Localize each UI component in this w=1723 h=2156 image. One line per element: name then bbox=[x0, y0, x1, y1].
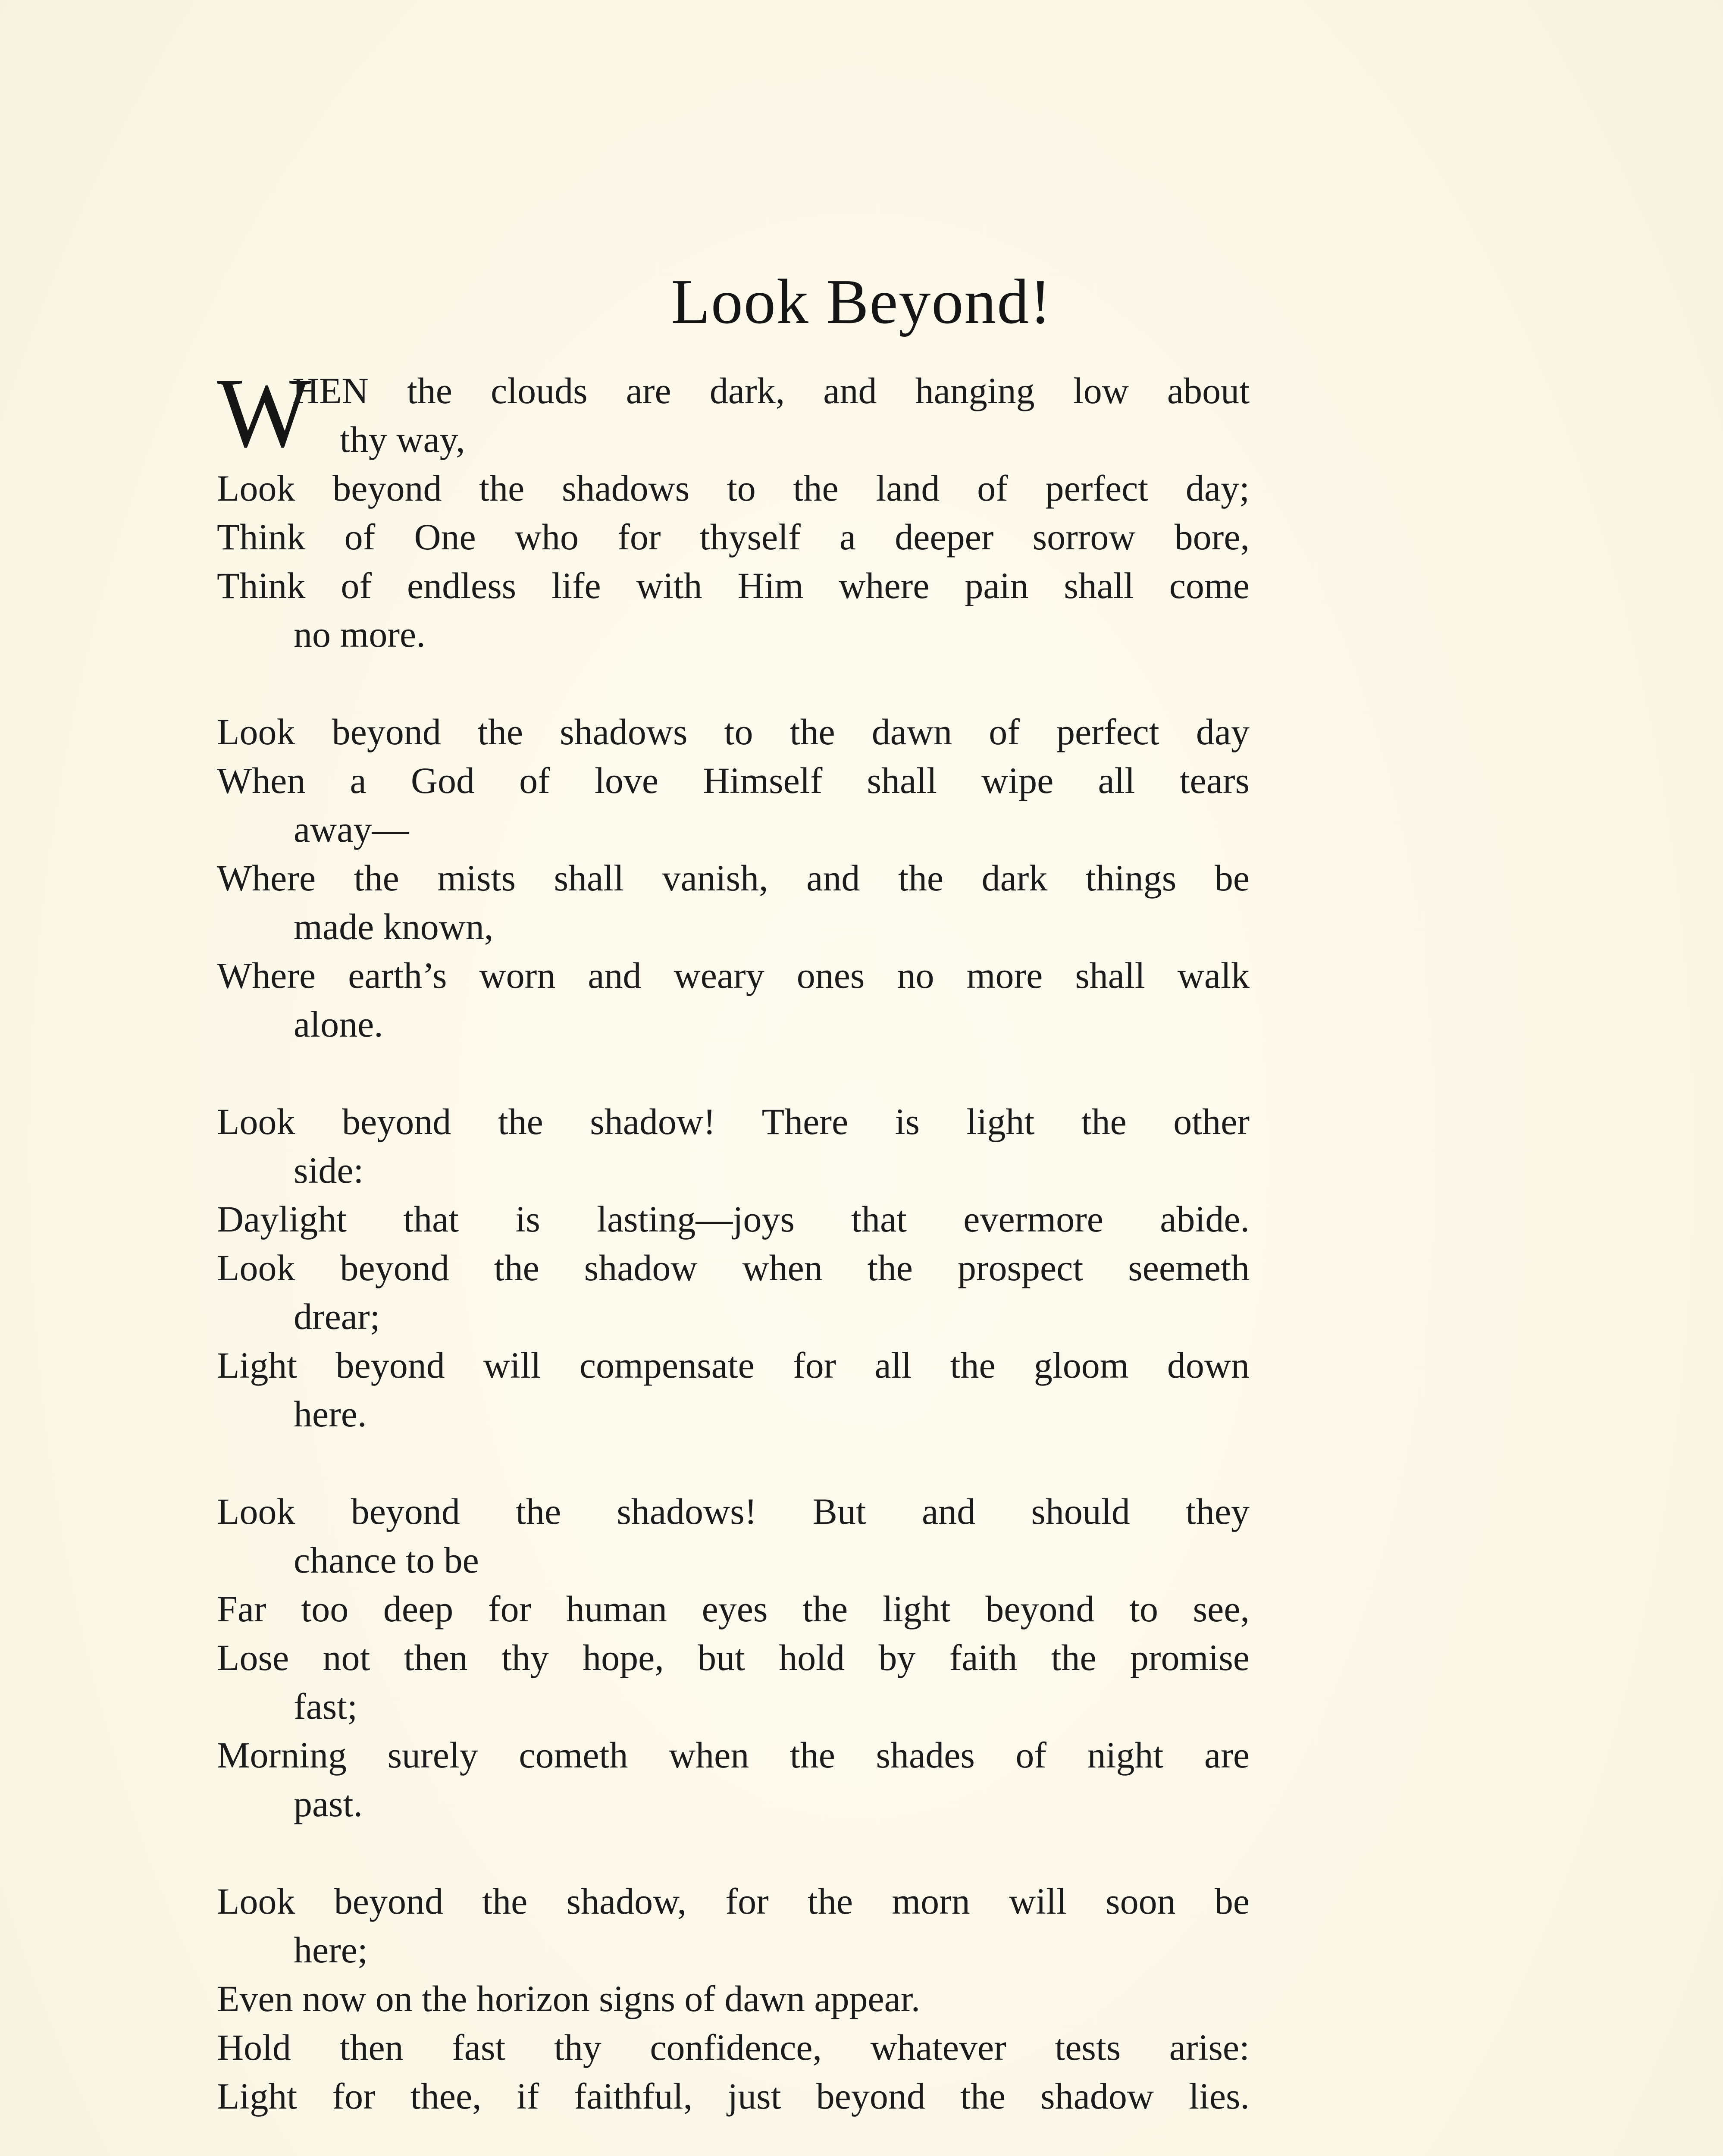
stanza bbox=[217, 708, 1250, 1049]
verse-line-text: Look beyond the shadow! There is light the other bbox=[217, 1101, 1250, 1142]
verse-line bbox=[217, 464, 1250, 513]
poem-body bbox=[217, 357, 1250, 2121]
verse-line bbox=[217, 2023, 1250, 2072]
verse-line-continuation: past. bbox=[294, 1783, 363, 1824]
verse-line-text: Morning surely cometh when the shades of night are bbox=[217, 1734, 1250, 1776]
stanza-break bbox=[217, 1438, 1250, 1487]
verse-line-text: Hold then fast thy confidence, whatever tests arise: bbox=[217, 2027, 1250, 2068]
verse-line bbox=[217, 561, 1250, 610]
verse-line-text: Lose not then thy hope, but hold by faith the promise bbox=[217, 1637, 1250, 1678]
verse-line bbox=[217, 1244, 1250, 1292]
verse-line-continuation: away— bbox=[294, 808, 409, 850]
verse-line-continuation: here; bbox=[294, 1929, 368, 1971]
verse-line-text: Light for thee, if faithful, just beyond the shadow lies. bbox=[217, 2075, 1250, 2117]
verse-line bbox=[217, 1633, 1250, 1682]
verse-line bbox=[217, 1585, 1250, 1633]
verse-line-continuation: side: bbox=[294, 1150, 364, 1191]
verse-line-text: Look beyond the shadows to the land of perfect day; bbox=[217, 467, 1250, 509]
stanza-break bbox=[217, 1828, 1250, 1877]
verse-line bbox=[217, 1877, 1250, 1926]
verse-line-text: Daylight that is lasting—joys that evermore abide. bbox=[217, 1198, 1250, 1240]
verse-line-continuation: no more. bbox=[294, 614, 426, 655]
verse-line bbox=[217, 951, 1250, 1000]
verse-line-text: Look beyond the shadow when the prospect seemeth bbox=[217, 1247, 1250, 1288]
verse-line-text: Look beyond the shadows! But and should they bbox=[217, 1491, 1250, 1532]
verse-line-text: Far too deep for human eyes the light beyond to see, bbox=[217, 1588, 1250, 1630]
verse-line bbox=[217, 1341, 1250, 1390]
stanza bbox=[217, 357, 1250, 659]
verse-line-continuation: fast; bbox=[294, 1686, 358, 1727]
verse-line bbox=[217, 513, 1250, 561]
verse-line-text: Where the mists shall vanish, and the dark things be bbox=[217, 857, 1250, 899]
verse-line-text: Light beyond will compensate for all the gloom down bbox=[217, 1344, 1250, 1386]
stanza-break bbox=[217, 659, 1250, 708]
verse-line-continuation: thy way, bbox=[340, 419, 465, 460]
stanza bbox=[217, 1097, 1250, 1438]
stanza bbox=[217, 1487, 1250, 1828]
poem-title: Look Beyond! bbox=[671, 266, 1052, 337]
verse-line bbox=[217, 756, 1250, 805]
verse-line bbox=[217, 1974, 1250, 2023]
verse-line-continuation: here. bbox=[294, 1393, 367, 1435]
stanza-break bbox=[217, 1049, 1250, 1097]
verse-line bbox=[217, 1731, 1250, 1780]
verse-line-continuation: drear; bbox=[294, 1296, 380, 1337]
verse-line-text: HEN the clouds are dark, and hanging low about bbox=[292, 370, 1250, 411]
verse-line bbox=[217, 1195, 1250, 1244]
drop-cap: W bbox=[217, 357, 311, 468]
verse-line-continuation: made known, bbox=[294, 906, 494, 947]
verse-line-text: Look beyond the shadows to the dawn of perfect day bbox=[217, 711, 1250, 752]
stanza bbox=[217, 1877, 1250, 2121]
verse-line-continuation: alone. bbox=[294, 1003, 383, 1045]
verse-line-text: Think of endless life with Him where pain shall come bbox=[217, 565, 1250, 606]
verse-line bbox=[217, 1487, 1250, 1536]
verse-line-continuation: chance to be bbox=[294, 1539, 479, 1581]
verse-line-text: Think of One who for thyself a deeper sorrow bore, bbox=[217, 516, 1250, 558]
verse-line-text: Even now on the horizon signs of dawn appear. bbox=[217, 1978, 921, 2019]
verse-line bbox=[217, 708, 1250, 756]
verse-line-text: Look beyond the shadow, for the morn will soon be bbox=[217, 1880, 1250, 1922]
verse-line bbox=[217, 2072, 1250, 2121]
verse-line-text: When a God of love Himself shall wipe all tears bbox=[217, 760, 1250, 801]
verse-line-text: Where earth’s worn and weary ones no more shall walk bbox=[217, 955, 1250, 996]
verse-line bbox=[217, 1097, 1250, 1146]
verse-line bbox=[217, 854, 1250, 903]
